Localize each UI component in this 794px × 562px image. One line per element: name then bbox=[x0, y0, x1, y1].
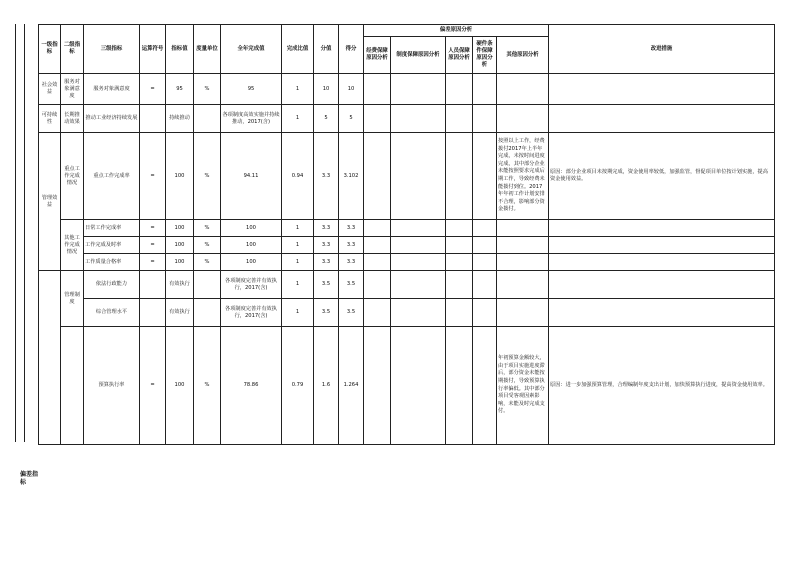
cell-empty bbox=[364, 271, 391, 299]
cell-empty bbox=[473, 271, 497, 299]
cell-ratio: 0.94 bbox=[282, 133, 314, 220]
cell-empty bbox=[364, 237, 391, 254]
cell-empty bbox=[364, 133, 391, 220]
cell-target: 100 bbox=[166, 220, 194, 237]
col-level3: 三级指标 bbox=[84, 25, 140, 74]
cell-level2: 重点工作完成情况 bbox=[61, 133, 84, 220]
cell-target: 有效执行 bbox=[166, 271, 194, 299]
cell-actual: 78.86 bbox=[221, 327, 282, 445]
col-target: 指标值 bbox=[166, 25, 194, 74]
cell-got: 10 bbox=[339, 74, 364, 105]
cell-empty bbox=[446, 74, 473, 105]
col-actual: 全年完成值 bbox=[221, 25, 282, 74]
cell-got: 3.3 bbox=[339, 237, 364, 254]
cell-score: 3.5 bbox=[314, 271, 339, 299]
cell-operator: = bbox=[140, 220, 166, 237]
cell-empty bbox=[549, 254, 775, 271]
cell-other-reason: 按照以上工作，经费拨付2017年上半年完成，未按时间进度完成，其中部分企业未能按照要求完成后期工作，导致经费未能拨付到位。2017年年初工作计划安排不合理，影响部分资金拨付。 bbox=[497, 133, 549, 220]
cell-unit: % bbox=[194, 220, 221, 237]
cell-actual: 各项制度高效实施并持续推动，2017(含) bbox=[221, 105, 282, 133]
cell-empty bbox=[497, 237, 549, 254]
cell-operator: = bbox=[140, 237, 166, 254]
cell-level3: 重点工作完成率 bbox=[84, 133, 140, 220]
cell-empty bbox=[391, 105, 446, 133]
table-row bbox=[39, 74, 775, 105]
cell-level3: 工作质量合格率 bbox=[84, 254, 140, 271]
cell-actual: 各项制度完善并有效执行，2017(含) bbox=[221, 271, 282, 299]
col-policy-reason: 制度保障原因分析 bbox=[391, 37, 446, 74]
cell-got: 3.5 bbox=[339, 271, 364, 299]
cell-empty bbox=[473, 254, 497, 271]
cell-level1: 可持续性 bbox=[39, 105, 61, 133]
cell-empty bbox=[391, 220, 446, 237]
cell-target: 95 bbox=[166, 74, 194, 105]
cell-empty bbox=[549, 299, 775, 327]
table-row bbox=[39, 220, 775, 237]
cell-level1-blank bbox=[39, 271, 61, 445]
cell-empty bbox=[549, 74, 775, 105]
cell-score: 3.3 bbox=[314, 237, 339, 254]
col-hardware-reason: 硬件条件保障原因分析 bbox=[473, 37, 497, 74]
cell-unit: % bbox=[194, 74, 221, 105]
cell-target: 100 bbox=[166, 327, 194, 445]
cell-empty bbox=[473, 327, 497, 445]
cell-empty bbox=[391, 74, 446, 105]
cell-unit bbox=[194, 105, 221, 133]
col-operator: 运算符号 bbox=[140, 25, 166, 74]
cell-empty bbox=[446, 133, 473, 220]
cell-level1: 管理效益 bbox=[39, 133, 61, 271]
cell-level3: 服务对象满意度 bbox=[84, 74, 140, 105]
cell-empty bbox=[549, 220, 775, 237]
cell-level3: 综合管理水平 bbox=[84, 299, 140, 327]
cell-ratio: 0.79 bbox=[282, 327, 314, 445]
col-got: 得分 bbox=[339, 25, 364, 74]
cell-operator bbox=[140, 105, 166, 133]
col-measures: 改进措施 bbox=[549, 25, 775, 74]
cell-operator: = bbox=[140, 254, 166, 271]
cell-ratio: 1 bbox=[282, 105, 314, 133]
header-row-1 bbox=[39, 25, 775, 37]
cell-score: 3.5 bbox=[314, 299, 339, 327]
cell-unit bbox=[194, 271, 221, 299]
cell-unit: % bbox=[194, 237, 221, 254]
cell-ratio: 1 bbox=[282, 74, 314, 105]
cell-empty bbox=[473, 220, 497, 237]
left-border-line-inner bbox=[24, 24, 25, 442]
cell-target: 100 bbox=[166, 237, 194, 254]
cell-got: 3.102 bbox=[339, 133, 364, 220]
cell-empty bbox=[364, 254, 391, 271]
cell-got: 3.5 bbox=[339, 299, 364, 327]
col-level1: 一级指标 bbox=[39, 25, 61, 74]
col-ratio: 完成比值 bbox=[282, 25, 314, 74]
cell-operator bbox=[140, 299, 166, 327]
cell-got: 3.3 bbox=[339, 254, 364, 271]
table-row bbox=[39, 299, 775, 327]
cell-actual: 100 bbox=[221, 237, 282, 254]
cell-level3: 预算执行率 bbox=[84, 327, 140, 445]
cell-empty bbox=[446, 254, 473, 271]
left-border-line bbox=[15, 24, 16, 442]
cell-empty bbox=[497, 105, 549, 133]
cell-other-reason: 年初预算金额较大，由于项目实施进度滞后，部分资金未能按期拨付，导致预算执行率偏低。其中部分项目受客观因素影响，未能及时完成支付。 bbox=[497, 327, 549, 445]
col-unit: 度量单位 bbox=[194, 25, 221, 74]
cell-empty bbox=[391, 254, 446, 271]
cell-operator: = bbox=[140, 74, 166, 105]
cell-unit: % bbox=[194, 254, 221, 271]
cell-empty bbox=[497, 220, 549, 237]
table-row bbox=[39, 271, 775, 299]
cell-actual: 95 bbox=[221, 74, 282, 105]
col-budget-reason: 经费保障原因分析 bbox=[364, 37, 391, 74]
cell-ratio: 1 bbox=[282, 254, 314, 271]
cell-empty bbox=[549, 271, 775, 299]
table-row bbox=[39, 133, 775, 220]
cell-ratio: 1 bbox=[282, 271, 314, 299]
cell-score: 5 bbox=[314, 105, 339, 133]
cell-empty bbox=[497, 299, 549, 327]
cell-score: 1.6 bbox=[314, 327, 339, 445]
col-level2: 二级指标 bbox=[61, 25, 84, 74]
cell-target: 100 bbox=[166, 254, 194, 271]
cell-target: 100 bbox=[166, 133, 194, 220]
cell-empty bbox=[446, 237, 473, 254]
cell-got: 5 bbox=[339, 105, 364, 133]
cell-got: 1.264 bbox=[339, 327, 364, 445]
cell-level3: 工作完成及时率 bbox=[84, 237, 140, 254]
cell-level2-blank bbox=[61, 327, 84, 445]
cell-level1: 社会效益 bbox=[39, 74, 61, 105]
cell-empty bbox=[446, 271, 473, 299]
cell-empty bbox=[446, 105, 473, 133]
cell-measures: 原因：部分企业项目未按期完成，资金使用率较低，加强监管，督促项目单位按计划实施，提高资金使用效益。 bbox=[549, 133, 775, 220]
cell-actual: 94.11 bbox=[221, 133, 282, 220]
cell-level3: 推动工业经济持续发展 bbox=[84, 105, 140, 133]
cell-empty bbox=[391, 271, 446, 299]
cell-empty bbox=[497, 254, 549, 271]
cell-empty bbox=[391, 327, 446, 445]
cell-operator bbox=[140, 271, 166, 299]
cell-level2: 管理制度 bbox=[61, 271, 84, 327]
cell-target: 持续推动 bbox=[166, 105, 194, 133]
cell-empty bbox=[391, 299, 446, 327]
cell-empty bbox=[473, 237, 497, 254]
cell-got: 3.3 bbox=[339, 220, 364, 237]
cell-empty bbox=[473, 299, 497, 327]
cell-empty bbox=[549, 237, 775, 254]
cell-operator: = bbox=[140, 133, 166, 220]
cell-empty bbox=[473, 133, 497, 220]
cell-level3: 依法行政能力 bbox=[84, 271, 140, 299]
cell-unit bbox=[194, 299, 221, 327]
cell-level2: 长期推动效果 bbox=[61, 105, 84, 133]
cell-ratio: 1 bbox=[282, 299, 314, 327]
col-score: 分值 bbox=[314, 25, 339, 74]
cell-empty bbox=[446, 220, 473, 237]
cell-empty bbox=[364, 74, 391, 105]
cell-actual: 各项制度完善并有效执行，2017(含) bbox=[221, 299, 282, 327]
col-staff-reason: 人员保障原因分析 bbox=[446, 37, 473, 74]
cell-empty bbox=[391, 133, 446, 220]
cell-unit: % bbox=[194, 133, 221, 220]
cell-measures: 原因：进一步加强预算管理，合理编制年度支出计划，加快预算执行进度，提高资金使用效率。 bbox=[549, 327, 775, 445]
table-row bbox=[39, 327, 775, 445]
table-row bbox=[39, 254, 775, 271]
cell-ratio: 1 bbox=[282, 237, 314, 254]
cell-ratio: 1 bbox=[282, 220, 314, 237]
cell-empty bbox=[364, 105, 391, 133]
footer-label: 偏差指标 bbox=[20, 471, 39, 486]
cell-empty bbox=[497, 271, 549, 299]
cell-empty bbox=[446, 299, 473, 327]
cell-score: 3.3 bbox=[314, 220, 339, 237]
cell-unit: % bbox=[194, 327, 221, 445]
group-deviation-analysis: 偏差原因分析 bbox=[364, 25, 549, 37]
table-row bbox=[39, 105, 775, 133]
table-row bbox=[39, 237, 775, 254]
cell-actual: 100 bbox=[221, 254, 282, 271]
cell-empty bbox=[391, 237, 446, 254]
cell-empty bbox=[473, 105, 497, 133]
cell-score: 3.3 bbox=[314, 254, 339, 271]
cell-empty bbox=[473, 74, 497, 105]
cell-score: 10 bbox=[314, 74, 339, 105]
col-other-reason: 其他原因分析 bbox=[497, 37, 549, 74]
performance-table bbox=[38, 24, 775, 445]
cell-empty bbox=[364, 220, 391, 237]
cell-empty bbox=[364, 327, 391, 445]
cell-operator: = bbox=[140, 327, 166, 445]
cell-empty bbox=[497, 74, 549, 105]
cell-empty bbox=[446, 327, 473, 445]
cell-empty bbox=[549, 105, 775, 133]
cell-level2: 服务对象满意度 bbox=[61, 74, 84, 105]
cell-actual: 100 bbox=[221, 220, 282, 237]
cell-level2: 其他工作完成情况 bbox=[61, 220, 84, 271]
cell-score: 3.3 bbox=[314, 133, 339, 220]
cell-level3: 日常工作完成率 bbox=[84, 220, 140, 237]
cell-empty bbox=[364, 299, 391, 327]
cell-target: 有效执行 bbox=[166, 299, 194, 327]
